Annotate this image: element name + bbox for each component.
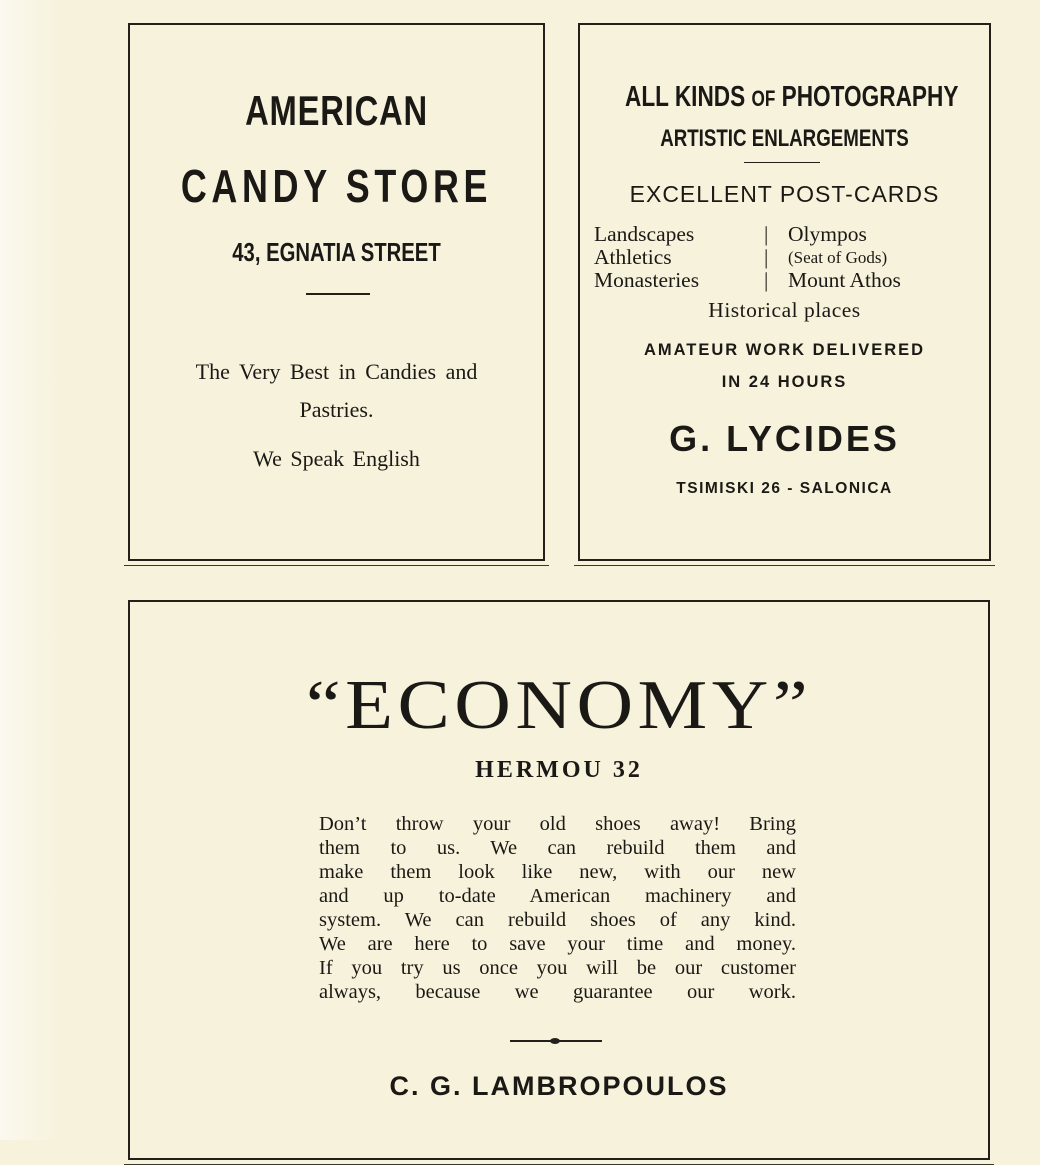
subject-left: Monasteries [594,268,700,292]
subject-separator: | [764,245,769,269]
photography-ad [578,23,991,561]
economy-body-line: make them look like new, with our new [319,861,796,883]
candy-heading-line1: AMERICAN [245,87,428,134]
subject-row [594,223,984,246]
economy-body-line: and up to-date American machinery and [319,885,796,907]
subject-separator: | [764,222,769,246]
subject-row [594,269,984,292]
ornamental-divider [510,1038,602,1044]
page-margin [0,0,60,1140]
candy-heading-line2: CANDY STORE [180,160,493,212]
photo-historical: Historical places [708,298,861,322]
economy-body-line: Don’t throw your old shoes away! Bring [319,813,796,835]
candy-store-ad [128,23,545,561]
economy-signature: C. G. LAMBROPOULOS [389,1071,729,1101]
subject-left: Athletics [594,245,672,269]
economy-body-line: system. We can rebuild shoes of any kind. [319,909,796,931]
economy-street: HERMOU 32 [475,757,643,783]
economy-body-line: them to us. We can rebuild them and [319,837,796,859]
subject-left: Landscapes [594,222,695,246]
photo-amateur-line1: AMATEUR WORK DELIVERED [643,341,926,359]
candy-address: 43, EGNATIA STREET [232,237,441,267]
economy-ad [128,600,990,1160]
candy-body-line2: Pastries. [299,397,374,422]
economy-body-line: If you try us once you will be our customer [319,957,796,979]
subject-right: Olympos [788,222,867,246]
photo-address: TSIMISKI 26 - SALONICA [676,480,893,497]
photo-subject-list [594,223,984,292]
economy-title: “ECONOMY” [305,667,813,744]
photo-amateur-line2: IN 24 HOURS [721,373,848,391]
photo-postcards: EXCELLENT POST-CARDS [629,181,940,207]
photo-proprietor: G. LYCIDES [669,418,900,459]
photo-heading-part3: PHOTOGRAPHY [781,81,959,113]
subject-row [594,246,984,269]
ornament-dot [550,1038,560,1044]
candy-body-line3: We Speak English [253,446,420,471]
subject-separator: | [764,268,769,292]
candy-body-line1: The Very Best in Candies and [195,359,478,384]
photo-heading-of: OF [751,86,776,111]
candy-divider [306,293,370,295]
photo-heading [624,81,959,114]
photo-subheading: ARTISTIC ENLARGEMENTS [660,125,909,152]
photo-divider [744,162,820,163]
subject-right: (Seat of Gods) [788,248,888,267]
economy-body-line: We are here to save your time and money. [319,933,796,955]
photo-heading-part1: ALL KINDS [624,81,746,113]
economy-body [319,812,796,1004]
economy-body-line: always, because we guarantee our work. [319,981,796,1003]
subject-right: Mount Athos [788,268,901,292]
